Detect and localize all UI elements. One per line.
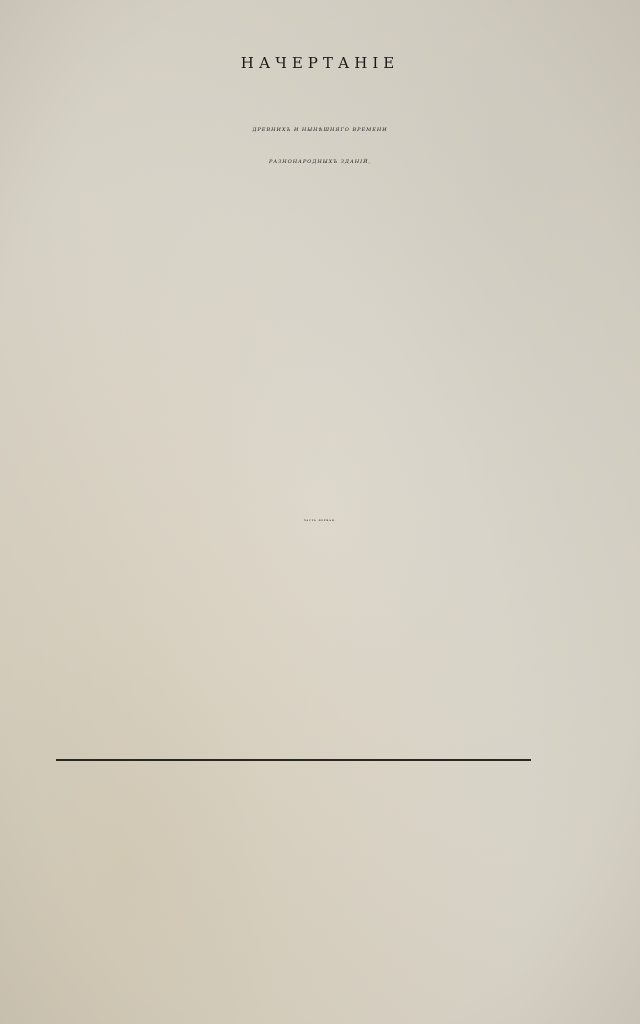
main-title: НАЧЕРТАНІЕ [240, 54, 400, 72]
subtitle-line-2: РАЗНОНАРОДНЫХЪ ЗДАНІЙ, [268, 159, 372, 165]
subtitle-line-1: ДРЕВНИХЪ И НЫНѢШНЯГО ВРЕМЕНИ [252, 127, 388, 133]
part-heading: ЧАСТЬ ПЕРВАЯ. [303, 520, 337, 522]
divider-rule [56, 759, 531, 761]
